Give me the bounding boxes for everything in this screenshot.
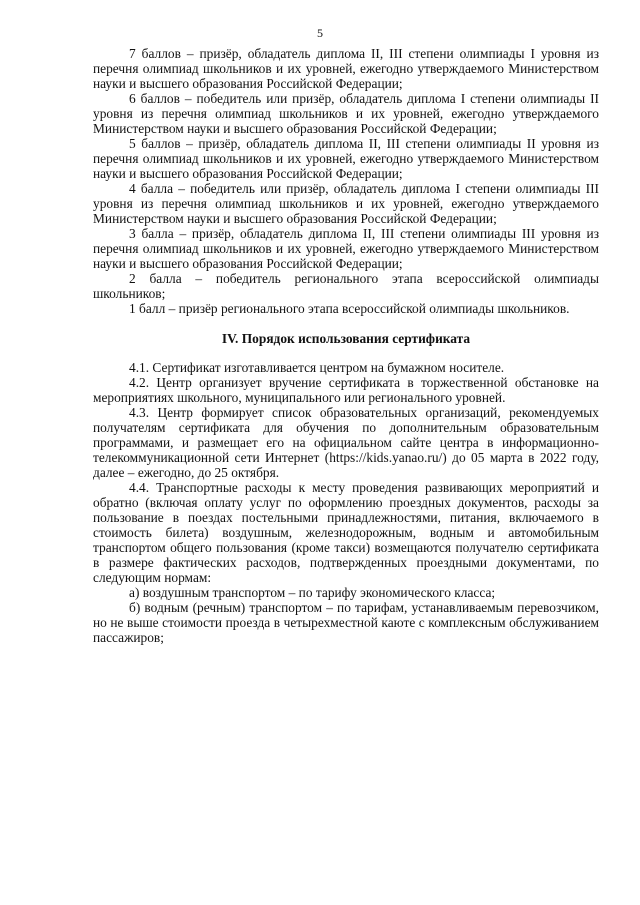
section-heading: IV. Порядок использования сертификата [221, 331, 471, 346]
page-number: 5 [317, 26, 323, 40]
paragraph: 3 балла – призёр, обладатель диплома II, III степени олимпиады III уровня из перечня олимпиад школьников и их уровней, ежегодно утверждаемого Министерством науки и высшего образования Российской Федерации; [93, 226, 599, 271]
paragraph: 6 баллов – победитель или призёр, обладатель диплома I степени олимпиады II уровня из перечня олимпиад школьников и их уровней, ежегодно утверждаемого Министерством науки и высшего образования Российской Федерации; [93, 91, 599, 136]
paragraph: а) воздушным транспортом – по тарифу экономического класса; [129, 585, 496, 600]
paragraph: 5 баллов – призёр, обладатель диплома II, III степени олимпиады II уровня из перечня олимпиад школьников и их уровней, ежегодно утверждаемого Министерством науки и высшего образования Российской Федерации; [93, 136, 599, 181]
paragraph: 7 баллов – призёр, обладатель диплома II, III степени олимпиады I уровня из перечня олимпиад школьников и их уровней, ежегодно утверждаемого Министерством науки и высшего образования Российской Федерации; [93, 46, 599, 91]
document-body [93, 46, 599, 645]
paragraph: 4.1. Сертификат изготавливается центром на бумажном носителе. [129, 360, 505, 375]
paragraph: 4 балла – победитель или призёр, обладатель диплома I степени олимпиады III уровня из перечня олимпиад школьников и их уровней, ежегодно утверждаемого Министерством науки и высшего образования Российской Федерации; [93, 181, 599, 226]
paragraph: 1 балл – призёр регионального этапа всероссийской олимпиады школьников. [129, 301, 570, 316]
paragraph: 4.2. Центр организует вручение сертификата в торжественной обстановке на мероприятиях школьного, муниципального или регионального уровней. [93, 375, 599, 405]
paragraph: б) водным (речным) транспортом – по тарифам, устанавливаемым перевозчиком, но не выше стоимости проезда в четырехместной каюте с комплексным обслуживанием пассажиров; [93, 600, 599, 645]
paragraph: 4.4. Транспортные расходы к месту проведения развивающих мероприятий и обратно (включая оплату услуг по оформлению проездных документов, расходы за пользование в поездах постельными принадлежностями, питания, включаемого в стоимость билета) воздушным, железнодорожным, водным и автомобильным транспортом общего пользования (кроме такси) возмещаются получателю сертификата в размере фактических расходов, подтвержденных проездными документами, по следующим нормам: [93, 480, 599, 585]
paragraph: 4.3. Центр формирует список образовательных организаций, рекомендуемых получателям сертификата для обучения по дополнительным образовательным программами, и размещает его на официальном сайте центра в информационно-телекоммуникационной сети Интернет (https://kids.yanao.ru/) до 05 марта в 2022 году, далее – ежегодно, до 25 октября. [93, 405, 599, 480]
paragraph: 2 балла – победитель регионального этапа всероссийской олимпиады школьников; [93, 271, 599, 301]
